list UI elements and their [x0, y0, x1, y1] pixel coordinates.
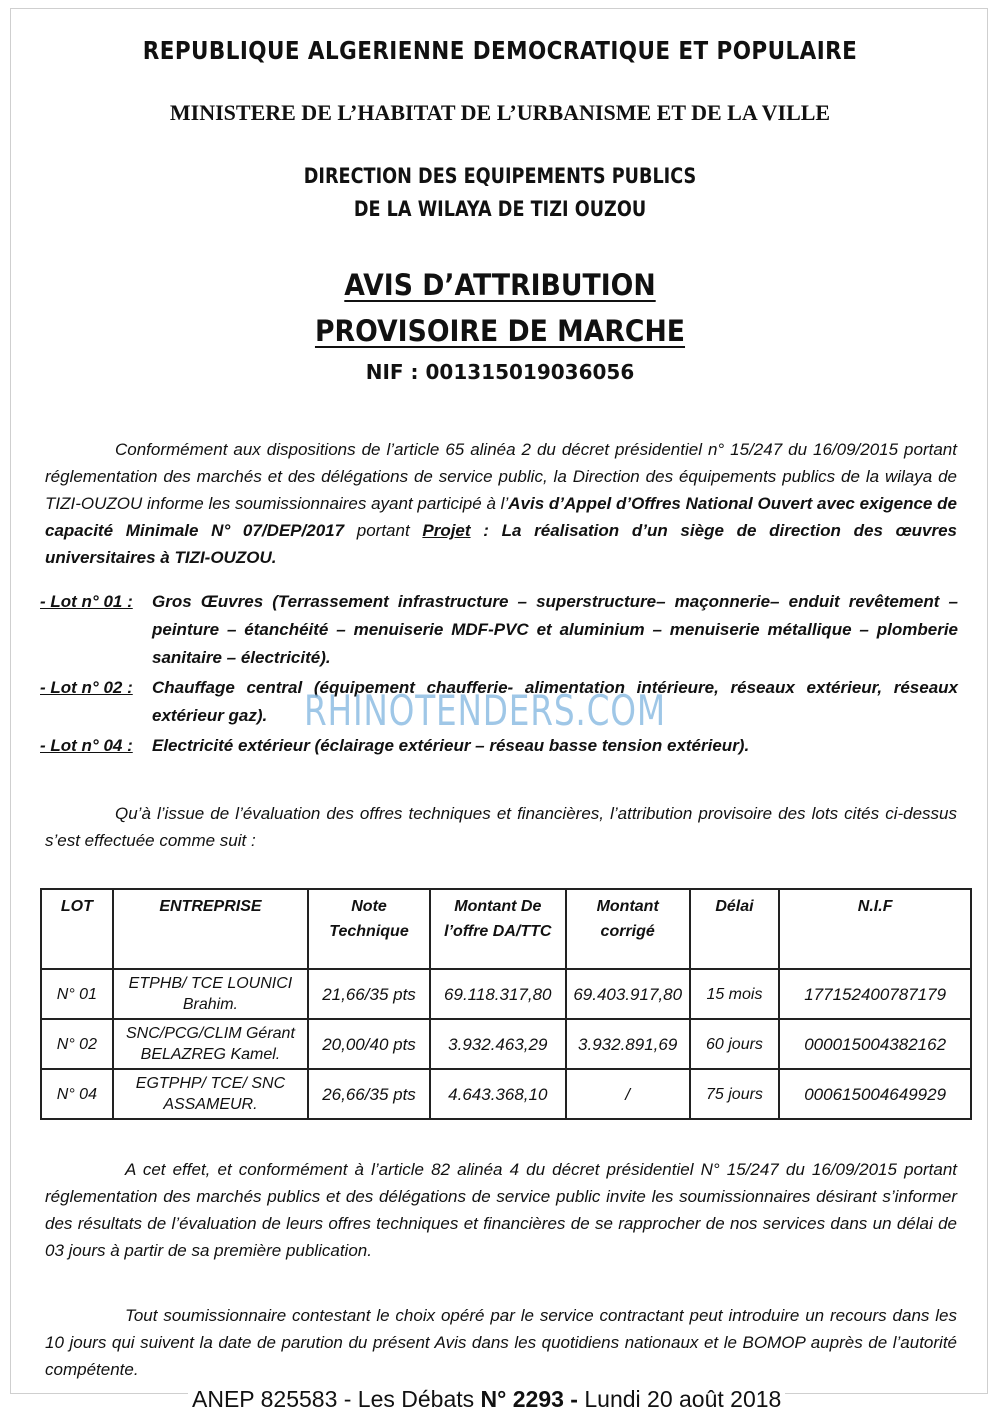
- appeal-paragraph: Tout soumissionnaire contestant le choix opéré par le service contractant peut introduire un recours dans les 10 jours qui suivent la date de parution du présent Avis dans les quotidiens nationaux et le BOMOP auprès de l’autorité compétente.: [45, 1306, 957, 1379]
- cell-delai: 15 mois: [690, 969, 780, 1019]
- nif-number: NIF : 001315019036056: [365, 360, 635, 384]
- lot-label: - Lot n° 02 :: [40, 678, 133, 697]
- lot-description: Gros Œuvres (Terrassement infrastructure – superstructure– maçonnerie– enduit revêtement – peinture – étanchéité – menuiserie MDF-PVC et aluminium – menuiserie métallique – plomberie sanitaire – électricité).: [152, 592, 958, 667]
- lots-list: [40, 588, 958, 762]
- lot-label: - Lot n° 04 :: [40, 736, 133, 755]
- notice-title-line-2: [40, 314, 960, 348]
- cell-delai: 75 jours: [690, 1069, 780, 1119]
- lot-item: [40, 732, 958, 760]
- header-lot: LOT: [41, 889, 113, 969]
- lot-label: - Lot n° 01 :: [40, 592, 133, 611]
- header-entreprise: ENTREPRISE: [113, 889, 308, 969]
- footer-source: ANEP 825583 - Les Débats: [192, 1386, 481, 1412]
- cell-montant-corrige: /: [566, 1069, 690, 1119]
- intro-projet-label: Projet: [422, 521, 471, 540]
- header-note: Note Technique: [308, 889, 430, 969]
- evaluation-paragraph: Qu’à l’issue de l’évaluation des offres techniques et financières, l’attribution provisoire des lots cités ci-dessus s’est effectuée comme suit :: [45, 804, 957, 850]
- cell-montant-corrige: 3.932.891,69: [566, 1019, 690, 1069]
- lot-description: Chauffage central (équipement chaufferie- alimentation intérieure, réseaux extérieur, réseaux extérieur gaz).: [152, 678, 958, 725]
- header-montant-corrige: Montant corrigé: [566, 889, 690, 969]
- cell-lot: N° 04: [41, 1069, 113, 1119]
- intro-tender-reference: Avis d’Appel d’Offres National Ouvert avec exigence de capacité Minimale N° 07/DEP/2017: [45, 494, 957, 540]
- direction-line-1: DIRECTION DES EQUIPEMENTS PUBLICS: [303, 164, 697, 188]
- lot-description: Electricité extérieur (éclairage extérieur – réseau basse tension extérieur).: [152, 736, 750, 755]
- lot-item: [40, 588, 958, 672]
- cell-entreprise: ETPHB/ TCE LOUNICI Brahim.: [113, 969, 308, 1019]
- cell-nif: 177152400787179: [779, 969, 971, 1019]
- table-row: [41, 1069, 971, 1119]
- intro-text-1: Conformément aux dispositions de l’article 65 alinéa 2 du décret présidentiel n° 15/247 du 16/09/2015 portant réglementation des marchés et des délégations de service public, la Direction des équipements publics de la wilaya de TIZI-OUZOU informe les soumissionnaires ayant participé à l’: [45, 440, 957, 513]
- table-row: [41, 969, 971, 1019]
- cell-note: 20,00/40 pts: [308, 1019, 430, 1069]
- republic-heading: REPUBLIQUE ALGERIENNE DEMOCRATIQUE ET POPULAIRE: [142, 36, 858, 65]
- footer-date: Lundi 20 août 2018: [577, 1386, 782, 1412]
- notice-title-text-2: PROVISOIRE DE MARCHE: [314, 314, 686, 348]
- header-delai: Délai: [690, 889, 780, 969]
- direction-heading: [80, 160, 920, 226]
- cell-montant-offre: 4.643.368,10: [430, 1069, 566, 1119]
- notice-title-text-1: AVIS D’ATTRIBUTION: [344, 268, 656, 302]
- cell-lot: N° 01: [41, 969, 113, 1019]
- cell-delai: 60 jours: [690, 1019, 780, 1069]
- cell-entreprise: EGTPHP/ TCE/ SNC ASSAMEUR.: [113, 1069, 308, 1119]
- footer-issue-number: N° 2293 -: [480, 1386, 578, 1412]
- effect-paragraph: A cet effet, et conformément à l’article 82 alinéa 4 du décret présidentiel N° 15/247 du 16/09/2015 portant réglementation des marchés publics et des délégations de service public invite les soumissionnaires désirant s’informer des résultats de l’évaluation de leurs offres techniques et financières de se rapprocher de nos services dans un délai de 03 jours à partir de sa première publication.: [45, 1160, 957, 1260]
- cell-nif: 000615004649929: [779, 1069, 971, 1119]
- notice-title-line-1: [40, 268, 960, 302]
- cell-montant-offre: 3.932.463,29: [430, 1019, 566, 1069]
- table-row: [41, 1019, 971, 1069]
- cell-note: 21,66/35 pts: [308, 969, 430, 1019]
- cell-nif: 000015004382162: [779, 1019, 971, 1069]
- cell-entreprise: SNC/PCG/CLIM Gérant BELAZREG Kamel.: [113, 1019, 308, 1069]
- intro-project-description: : La réalisation d’un siège de direction des œuvres universitaires à TIZI-OUZOU.: [45, 521, 957, 567]
- cell-montant-offre: 69.118.317,80: [430, 969, 566, 1019]
- cell-montant-corrige: 69.403.917,80: [566, 969, 690, 1019]
- header-montant-offre: Montant De l’offre DA/TTC: [430, 889, 566, 969]
- publication-footer: [188, 1386, 785, 1413]
- cell-lot: N° 02: [41, 1019, 113, 1069]
- direction-line-2: DE LA WILAYA DE TIZI OUZOU: [353, 197, 647, 221]
- header-nif: N.I.F: [779, 889, 971, 969]
- intro-text-2: portant: [344, 521, 423, 540]
- cell-note: 26,66/35 pts: [308, 1069, 430, 1119]
- watermark: RHINOTENDERS.COM: [304, 686, 666, 735]
- attribution-table: [40, 888, 972, 1120]
- table-header-row: [41, 889, 971, 969]
- ministry-heading: MINISTERE DE L’HABITAT DE L’URBANISME ET DE LA VILLE: [169, 100, 831, 125]
- intro-paragraph: [45, 436, 957, 571]
